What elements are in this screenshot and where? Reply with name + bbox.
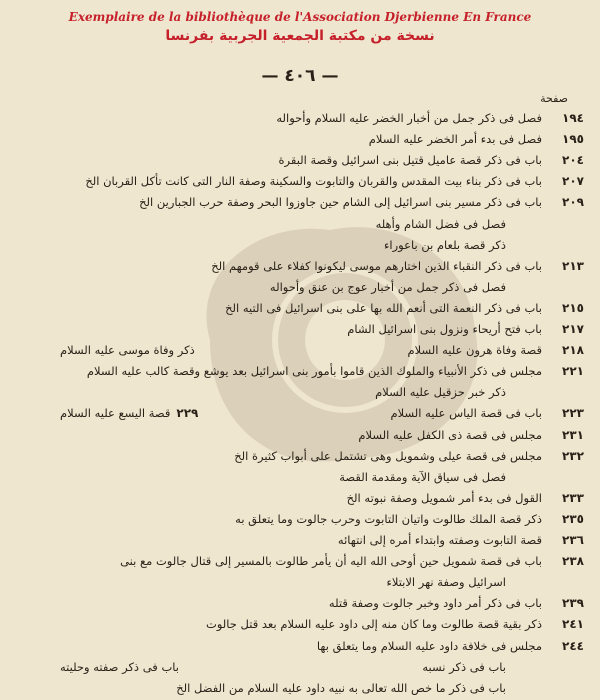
toc-entry-title: فصل فى فضل الشام وأهله — [375, 216, 506, 231]
toc-entry — [18, 108, 584, 129]
toc-entry — [18, 425, 584, 446]
toc-entry — [18, 382, 584, 403]
toc-entry — [18, 150, 584, 171]
toc-page-number: ٢٣٩ — [562, 596, 584, 611]
toc-page-number: ٢١٧ — [562, 322, 584, 336]
toc-entry — [18, 614, 584, 635]
toc-entry-secondary — [60, 340, 195, 361]
toc-entry-title: قصة التابوت وصفته وابتداء أمره إلى انتهائه — [337, 533, 542, 547]
toc-page-number: ١٩٤ — [562, 111, 584, 125]
toc-entry-title: فصل فى بدء أمر الخضر عليه السلام — [368, 132, 542, 147]
toc-entry-title: ذكر قصة الملك طالوت واتيان التابوت وحرب جالوت وما يتعلق به — [235, 511, 542, 526]
toc-entry-title: فصل فى سياق الآية ومقدمة القصة — [339, 469, 506, 484]
toc-entry-secondary — [60, 403, 198, 424]
toc-page-number: ٢٤٤ — [562, 638, 584, 653]
toc-entry-title: ذكر وفاة موسى عليه السلام — [60, 343, 195, 358]
toc-entry-title: باب فى ذكر قصة عاميل قتيل بنى اسرائيل وقصة البقرة — [278, 153, 542, 168]
toc-entry — [18, 551, 584, 572]
toc-entry-title: باب فى ذكر ما خص الله تعالى به نبيه داود عليه السلام من الفضل الخ — [176, 680, 506, 695]
toc-entry — [18, 298, 584, 319]
toc-page-number: ٢٢١ — [562, 364, 584, 379]
page-column-label: صفحة — [540, 92, 568, 105]
toc-entry-title: فصل فى ذكر جمل من أخبار عوج بن عنق وأحواله — [269, 279, 506, 294]
toc-entry — [18, 256, 584, 277]
toc-entry — [18, 319, 584, 340]
toc-entry-title: باب فى ذكر أمر داود وخبر جالوت وصفة قتله — [328, 596, 542, 611]
toc-entry-title: ذكر قصة بلعام بن باعوراء — [384, 237, 506, 252]
toc-entry — [18, 235, 584, 256]
toc-page-number: ٢٣١ — [562, 427, 584, 442]
toc-entry — [18, 678, 584, 699]
toc-page-number: ١٩٥ — [562, 132, 584, 147]
toc-entry — [18, 530, 584, 551]
page-number: — ٤٠٦ — — [261, 66, 339, 86]
toc-entry — [18, 446, 584, 467]
toc-entry-title: باب فى قصة شمويل حين أوحى الله اليه أن يأمر طالوت بالمسير إلى قتال جالوت مع بنى — [120, 554, 542, 569]
toc-entry — [18, 214, 584, 235]
toc-entry-title: باب فى ذكر نسبه — [422, 659, 506, 674]
toc-page-number: ٢٠٧ — [562, 174, 584, 189]
toc-entry-title: باب فى ذكر بناء بيت المقدس والقربان والتابوت والسكينة وصفة النار التى كانت تأكل القربان الخ — [85, 174, 542, 189]
toc-entry-title: قصة اليسع عليه السلام — [60, 406, 171, 421]
toc-entry — [18, 636, 584, 657]
toc-entry — [18, 488, 584, 509]
toc-page-number: ٢٠٤ — [562, 153, 584, 168]
toc-entry — [18, 467, 584, 488]
toc-entry — [18, 277, 584, 298]
toc-entry-title: باب فى ذكر مسير بنى اسرائيل إلى الشام حين جاوزوا البحر وصفة حرب الجبارين الخ — [139, 195, 542, 210]
toc-page-number: ٢١٣ — [562, 258, 584, 273]
toc-page-number: ٢٢٣ — [562, 406, 584, 421]
toc-entry-title: باب فتح أريحاء ونزول بنى اسرائيل الشام — [347, 322, 542, 336]
toc-entry-title: اسرائيل وصفة نهر الابتلاء — [386, 575, 506, 590]
toc-page-number: ٢٣٥ — [562, 511, 584, 526]
toc-entry-title: باب فى ذكر النقباء الذين اختارهم موسى ليكونوا كفلاء على قومهم الخ — [211, 258, 542, 273]
toc-page-number: ٢٢٩ — [176, 406, 199, 421]
toc-entry-title: مجلس فى قصة ذى الكفل عليه السلام — [358, 427, 542, 442]
toc-page-number: ٢٣٨ — [562, 554, 584, 569]
toc-entry — [18, 572, 584, 593]
toc-entry — [18, 361, 584, 382]
toc-entry-title: باب فى ذكر صفته وحليته — [60, 659, 179, 674]
library-stamp-french: Exemplaire de la bibliothèque de l'Association Djerbienne En France — [68, 10, 532, 24]
toc-entry — [18, 593, 584, 614]
toc-entry-title: ذكر خبر حزقيل عليه السلام — [375, 385, 506, 400]
toc-page-number: ٢٣٢ — [562, 448, 584, 463]
toc-entry-title: فصل فى ذكر جمل من أخبار الخضر عليه السلام وأحواله — [276, 111, 542, 125]
toc-page-number: ٢١٥ — [562, 300, 584, 315]
library-stamp-arabic: نسخة من مكتبة الجمعية الجربية بفرنسا — [165, 28, 435, 44]
toc-entry-secondary — [60, 657, 179, 678]
toc-entry — [18, 509, 584, 530]
toc-entry-title: باب فى قصة الياس عليه السلام — [390, 406, 542, 421]
toc-entry-title: القول فى بدء أمر شمويل وصفة نبوته الخ — [346, 490, 542, 505]
toc-entry — [18, 129, 584, 150]
toc-page-number: ٢٤١ — [562, 617, 584, 632]
toc-entry-title: مجلس فى خلافة داود عليه السلام وما يتعلق بها — [316, 638, 542, 653]
toc-entry-title: مجلس فى ذكر الأنبياء والملوك الذين قاموا بأمور بنى اسرائيل بعد يوشع وقصة كالب عليه السلام — [86, 364, 542, 379]
toc-entry-title: قصة وفاة هرون عليه السلام — [407, 343, 542, 358]
toc-entry — [18, 192, 584, 213]
toc-entry-title: باب فى ذكر النعمة التى أنعم الله بها على بنى اسرائيل فى التيه الخ — [225, 300, 542, 315]
toc-entry-title: مجلس فى قصة عيلى وشمويل وهى تشتمل على أبواب كثيرة الخ — [234, 448, 542, 463]
toc-page-number: ٢١٨ — [562, 343, 584, 358]
toc-entry-title: ذكر بقية قصة طالوت وما كان منه إلى داود عليه السلام بعد قتل جالوت — [206, 617, 542, 632]
toc-page-number: ٢٣٦ — [562, 533, 584, 547]
toc-entry — [18, 171, 584, 192]
toc-page-number: ٢٣٣ — [562, 490, 584, 505]
toc-page-number: ٢٠٩ — [562, 195, 584, 210]
